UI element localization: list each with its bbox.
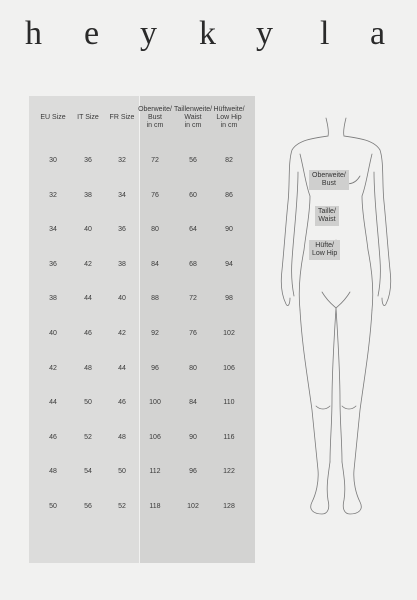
table-cell: 56 — [189, 157, 197, 164]
table-cell: 42 — [84, 261, 92, 268]
table-cell: 72 — [151, 157, 159, 164]
brand-letter: h — [25, 15, 42, 52]
table-cell: 46 — [84, 330, 92, 337]
table-cell: 90 — [225, 226, 233, 233]
table-cell: 64 — [189, 226, 197, 233]
table-cell: 34 — [118, 192, 126, 199]
table-cell: 84 — [151, 261, 159, 268]
table-cell: 50 — [49, 503, 57, 510]
table-cell: 48 — [84, 365, 92, 372]
column-header — [34, 114, 72, 122]
table-cell: 72 — [189, 295, 197, 302]
table-cell: 100 — [149, 399, 161, 406]
bust-label — [309, 170, 349, 190]
table-cell: 44 — [49, 399, 57, 406]
column-header-line: in cm — [184, 122, 202, 129]
table-cell: 40 — [84, 226, 92, 233]
table-cell: 46 — [49, 434, 57, 441]
table-cell: 118 — [149, 503, 161, 510]
table-cell: 106 — [223, 365, 235, 372]
hip-label-line2: Low Hip — [312, 250, 338, 257]
table-cell: 96 — [189, 468, 197, 475]
table-cell: 34 — [49, 226, 57, 233]
table-cell: 80 — [189, 365, 197, 372]
brand-letter: y — [256, 15, 273, 52]
table-cell: 76 — [189, 330, 197, 337]
table-cell: 54 — [84, 468, 92, 475]
table-cell: 76 — [151, 192, 159, 199]
table-cell: 82 — [225, 157, 233, 164]
table-cell: 110 — [223, 399, 235, 406]
table-cell: 56 — [84, 503, 92, 510]
brand-letter: e — [84, 15, 100, 52]
column-header-line: EU Size — [40, 114, 66, 121]
table-cell: 94 — [225, 261, 233, 268]
table-cell: 102 — [223, 330, 235, 337]
waist-label-line2: Waist — [318, 216, 336, 223]
table-cell: 122 — [223, 468, 235, 475]
table-cell: 32 — [118, 157, 126, 164]
table-cell: 36 — [49, 261, 57, 268]
table-cell: 36 — [118, 226, 126, 233]
table-cell: 84 — [189, 399, 197, 406]
column-header-line: Taillenweite/ — [174, 106, 213, 113]
table-cell: 48 — [49, 468, 57, 475]
hip-label-line1: Hüfte/ — [315, 242, 334, 249]
table-cell: 32 — [49, 192, 57, 199]
column-header-line: IT Size — [77, 114, 99, 121]
table-cell: 52 — [84, 434, 92, 441]
table-cell: 48 — [118, 434, 126, 441]
table-cell: 116 — [223, 434, 235, 441]
table-cell: 106 — [149, 434, 161, 441]
table-cell: 68 — [189, 261, 197, 268]
table-cell: 92 — [151, 330, 159, 337]
table-cell: 44 — [84, 295, 92, 302]
column-header-line: Hüftweite/ — [213, 106, 245, 113]
table-cell: 96 — [151, 365, 159, 372]
column-header-line: in cm — [220, 122, 238, 129]
brand-logo — [0, 14, 417, 54]
table-cell: 30 — [49, 157, 57, 164]
table-cell: 102 — [187, 503, 199, 510]
column-header — [210, 106, 248, 130]
table-cell: 60 — [189, 192, 197, 199]
hip-label — [309, 240, 340, 260]
column-header-line: in cm — [146, 122, 164, 129]
brand-letter: y — [140, 15, 157, 52]
table-cell: 98 — [225, 295, 233, 302]
table-cell: 50 — [118, 468, 126, 475]
waist-label-line1: Taille/ — [318, 208, 336, 215]
bust-label-line2: Bust — [321, 180, 336, 187]
table-cell: 42 — [49, 365, 57, 372]
column-header-line: FR Size — [109, 114, 135, 121]
table-cell: 112 — [149, 468, 161, 475]
table-cell: 128 — [223, 503, 235, 510]
table-cell: 40 — [49, 330, 57, 337]
table-cell: 44 — [118, 365, 126, 372]
bust-label-line1: Oberweite/ — [312, 172, 346, 179]
table-cell: 88 — [151, 295, 159, 302]
brand-letter: l — [320, 15, 330, 52]
brand-letter: k — [199, 15, 216, 52]
table-cell: 38 — [49, 295, 57, 302]
table-cell: 38 — [118, 261, 126, 268]
table-cell: 52 — [118, 503, 126, 510]
table-cell: 40 — [118, 295, 126, 302]
waist-label — [315, 206, 339, 226]
table-cell: 90 — [189, 434, 197, 441]
table-cell: 50 — [84, 399, 92, 406]
column-header — [136, 106, 174, 130]
body-figure — [276, 110, 396, 530]
column-header — [69, 114, 107, 122]
table-cell: 38 — [84, 192, 92, 199]
table-cell: 46 — [118, 399, 126, 406]
column-header — [174, 106, 212, 130]
column-header-line: Low Hip — [216, 114, 242, 121]
size-table — [29, 96, 255, 563]
table-cell: 80 — [151, 226, 159, 233]
table-cell: 86 — [225, 192, 233, 199]
column-header-line: Bust — [147, 114, 162, 121]
table-cell: 42 — [118, 330, 126, 337]
brand-letter: a — [370, 15, 386, 52]
column-header-line: Oberweite/ — [138, 106, 172, 113]
table-cell: 36 — [84, 157, 92, 164]
column-header-line: Waist — [184, 114, 202, 121]
